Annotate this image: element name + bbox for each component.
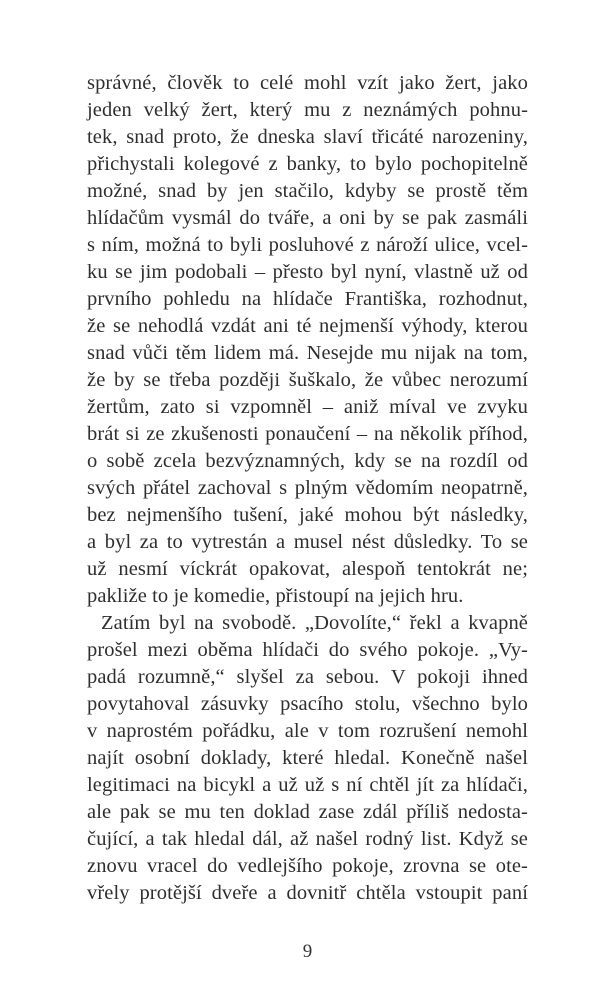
text-line: legitimaci na bicykl a už už s ní chtěl jít za hlídači, — [87, 774, 528, 796]
text-line: Zatím byl na svobodě. „Dovolíte,“ řekl a kvapně — [101, 612, 528, 634]
text-line: ku se jim podobali – přesto byl nyní, vlastně už od — [87, 261, 528, 283]
text-line: možné, snad by jen stačilo, kdyby se prostě těm — [87, 180, 528, 202]
text-line: s ním, možná to byli posluhové z nároží ulice, vcel- — [87, 234, 528, 256]
text-line: a byl za to vytrestán a musel nést důsledky. To se — [87, 531, 528, 553]
text-line: jeden velký žert, který mu z neznámých pohnu- — [87, 99, 528, 121]
text-line: najít osobní doklady, které hledal. Konečně našel — [87, 747, 528, 769]
text-line: vřely protější dveře a dovnitř chtěla vstoupit paní — [87, 882, 528, 904]
text-line: v naprostém pořádku, ale v tom rozrušení nemohl — [87, 720, 528, 742]
text-line: padá rozumně,“ slyšel za sebou. V pokoji ihned — [87, 666, 528, 688]
text-line: čující, a tak hledal dál, až našel rodný list. Když se — [87, 828, 528, 850]
text-line: o sobě zcela bezvýznamných, kdy se na rozdíl od — [87, 450, 528, 472]
text-line: prvního pohledu na hlídače Františka, rozhodnut, — [87, 288, 528, 310]
text-line: prošel mezi oběma hlídači do svého pokoje. „Vy- — [87, 639, 528, 661]
text-line: už nesmí víckrát opakovat, alespoň tentokrát ne; — [87, 558, 528, 580]
text-line: povytahoval zásuvky psacího stolu, všechno bylo — [87, 693, 528, 715]
text-line: pakliže to je komedie, přistoupí na jejich hru. — [87, 585, 464, 607]
text-line: hlídačům vysmál do tváře, a oni by se pak zasmáli — [87, 207, 528, 229]
page-number: 9 — [302, 941, 313, 962]
text-line: tek, snad proto, že dneska slaví třicáté narozeniny, — [87, 126, 528, 148]
text-line: bez nejmenšího tušení, jaké mohou být následky, — [87, 504, 528, 526]
text-line: ale pak se mu ten doklad zase zdál příliš nedosta- — [87, 801, 528, 823]
text-line: znovu vracel do vedlejšího pokoje, zrovna se ote- — [87, 855, 528, 877]
text-line: přichystali kolegové z banky, to bylo pochopitelně — [87, 153, 528, 175]
body-text — [87, 70, 528, 907]
text-line: správné, člověk to celé mohl vzít jako žert, jako — [87, 72, 528, 94]
text-line: svých přátel zachoval s plným vědomím neopatrně, — [87, 477, 528, 499]
text-line: že se nehodlá vzdát ani té nejmenší výhody, kterou — [87, 315, 528, 337]
text-line: brát si ze zkušenosti ponaučení – na několik příhod, — [87, 423, 528, 445]
text-line: žertům, zato si vzpomněl – aniž míval ve zvyku — [87, 396, 528, 418]
text-line: snad vůči těm lidem má. Nesejde mu nijak na tom, — [87, 342, 528, 364]
text-line: že by se třeba později šuškalo, že vůbec nerozumí — [87, 369, 528, 391]
